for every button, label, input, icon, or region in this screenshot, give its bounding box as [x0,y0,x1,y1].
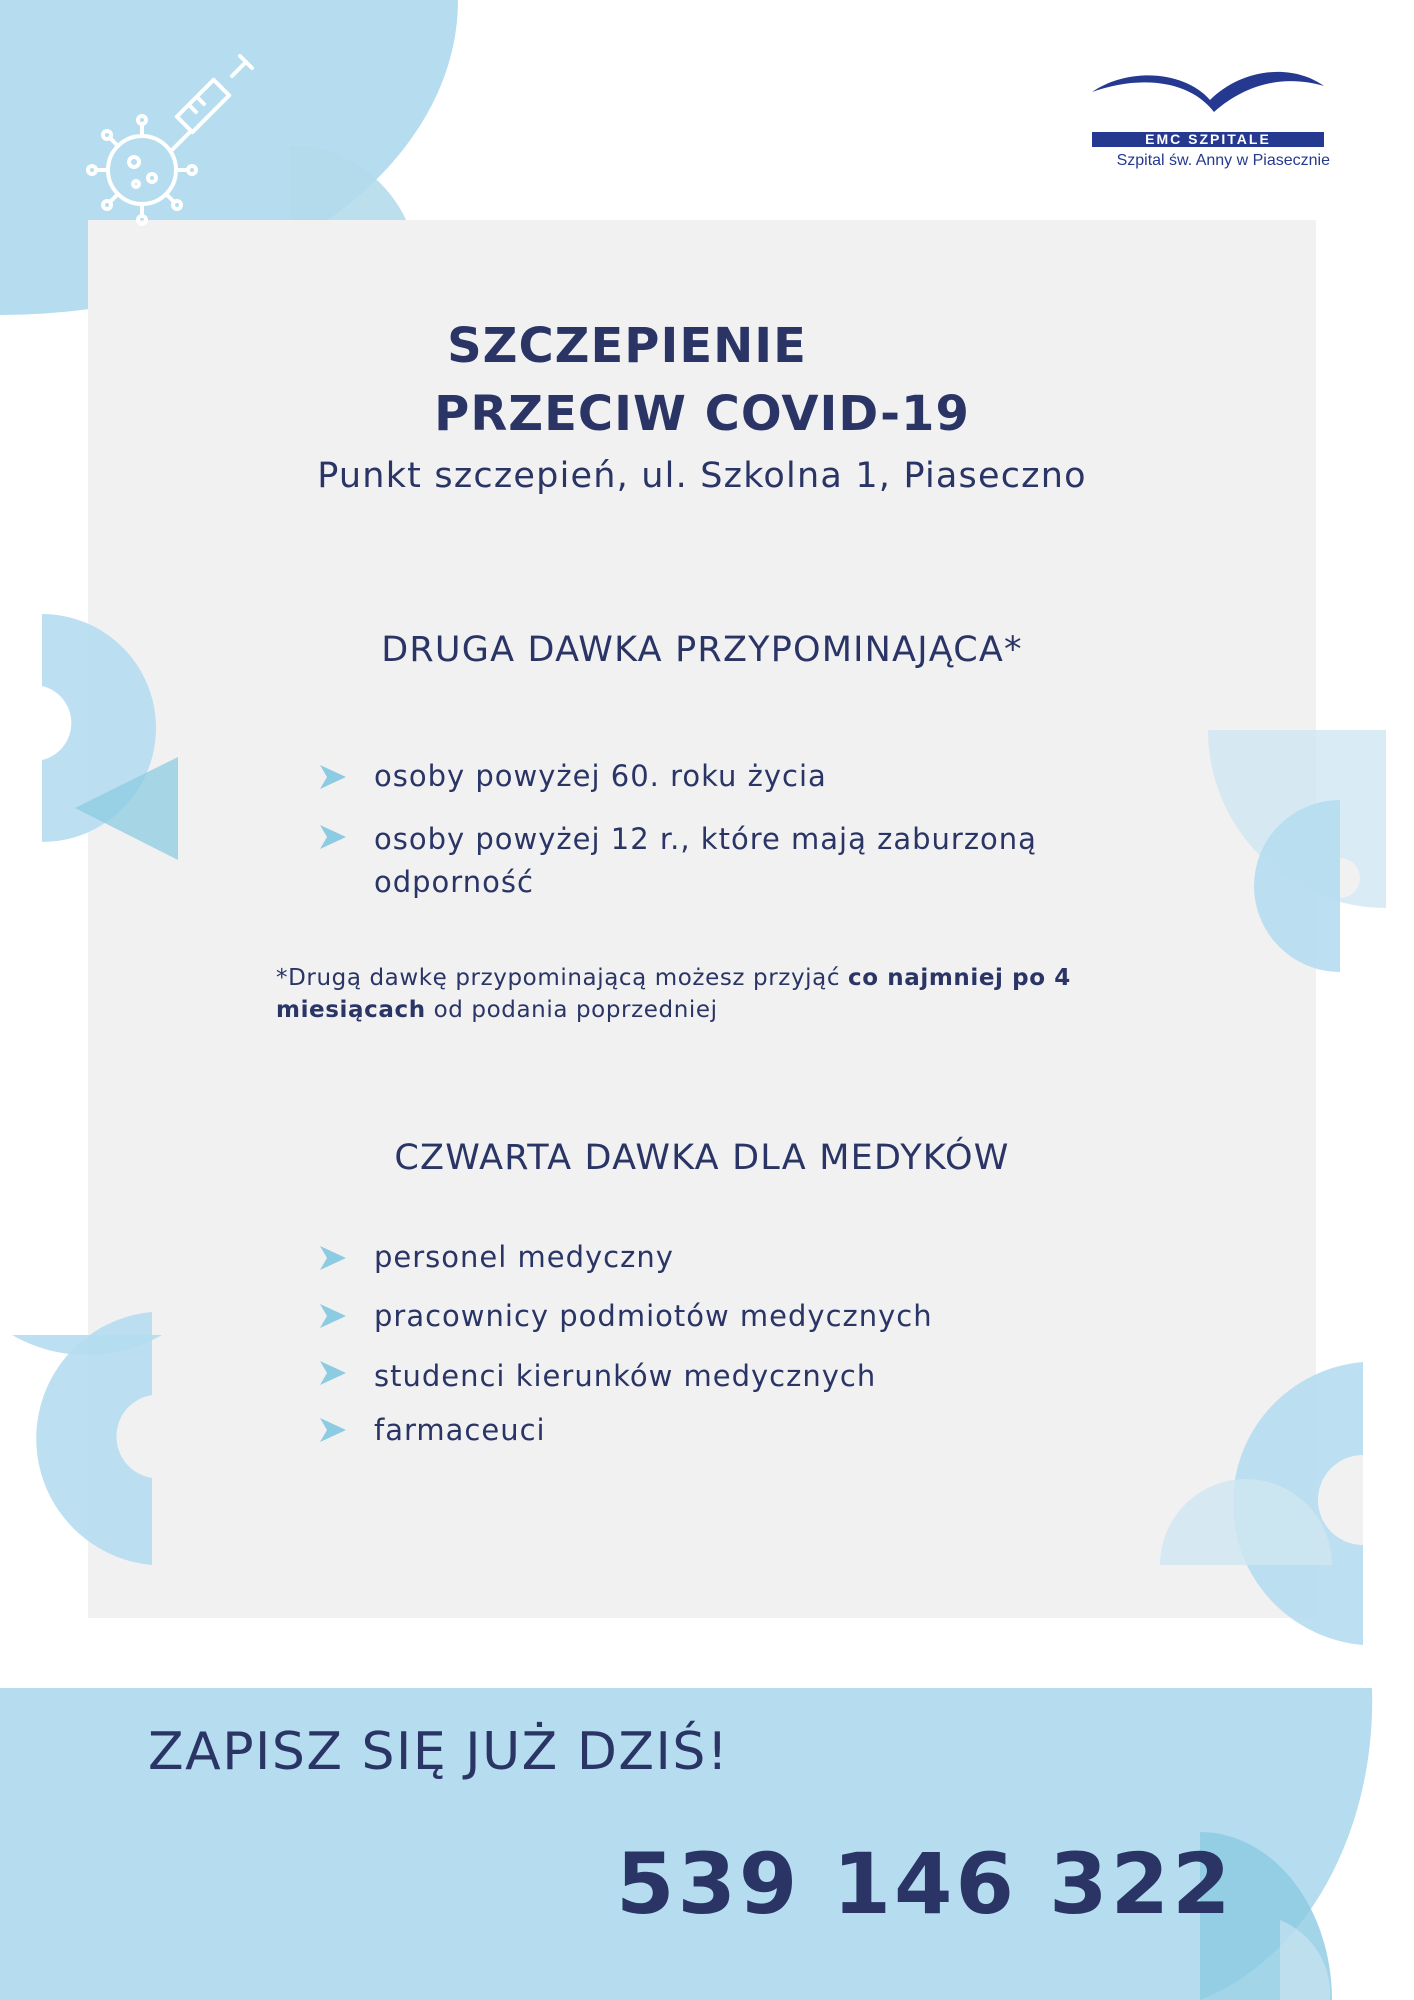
list-item: personel medyczny [374,1240,674,1274]
logo-brand-text: EMC SZPITALE [1145,131,1271,147]
page-title-line2: PRZECIW COVID-19 [434,386,970,442]
note-bold-text: co najmniej po 4 miesiącach [276,965,1071,1023]
list-item: osoby powyżej 12 r., które mają zaburzoną odporność [374,822,1037,899]
logo-subtitle: Szpital św. Anny w Piasecznie [1116,152,1330,169]
section-heading-fourth-dose: CZWARTA DAWKA DLA MEDYKÓW [394,1138,1010,1178]
section-heading-second-booster: DRUGA DAWKA PRZYPOMINAJĄCA* [381,630,1023,670]
page-title-line1: SZCZEPIENIE [447,318,807,374]
list-item: farmaceuci [374,1413,546,1447]
location-subtitle: Punkt szczepień, ul. Szkolna 1, Piaseczno [317,456,1087,496]
list-item: osoby powyżej 60. roku życia [374,759,827,793]
list-item: studenci kierunków medycznych [374,1359,877,1393]
signup-call-to-action: ZAPISZ SIĘ JUŻ DZIŚ! [148,1722,730,1782]
note-text-end: od podania poprzedniej [425,997,718,1023]
phone-number[interactable]: 539 146 322 [616,1835,1234,1933]
note-text: *Drugą dawkę przypominającą możesz przyjąć [276,965,848,991]
list-item: pracownicy podmiotów medycznych [374,1299,933,1333]
